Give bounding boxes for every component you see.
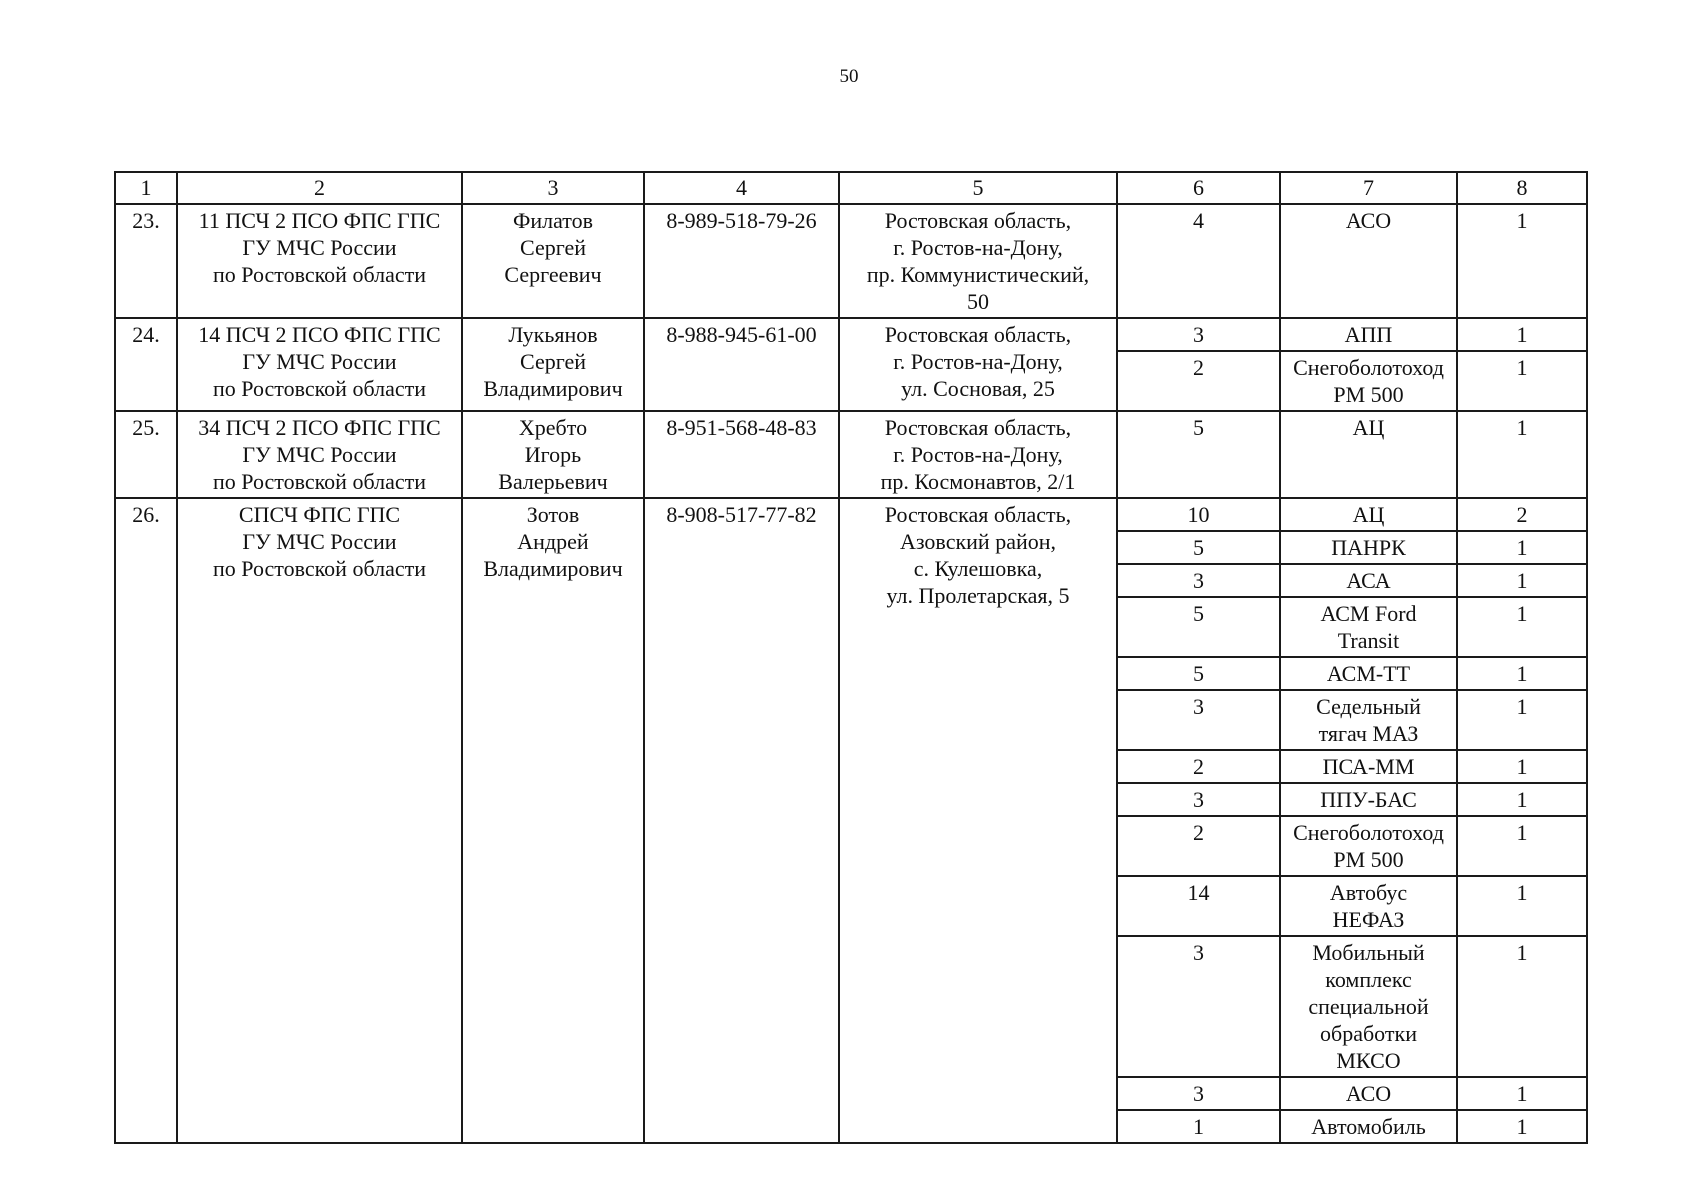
phone-number-text: 8-988-945-61-00: [666, 322, 817, 347]
header-row: [115, 172, 1587, 204]
equipment-type: [1280, 750, 1457, 783]
equipment-type: [1280, 657, 1457, 690]
equipment-type-text: АСМ-ТТ: [1326, 661, 1411, 686]
equipment-type: [1280, 783, 1457, 816]
equipment-type-text: ПСА-ММ: [1322, 754, 1415, 779]
responsible-person-text: Лукьянов Сергей Владимирович: [483, 322, 623, 401]
staff-count-text: 14: [1187, 880, 1210, 905]
header-cell-2: 2: [177, 172, 462, 204]
staff-count: [1117, 783, 1280, 816]
staff-count: [1117, 1077, 1280, 1110]
staff-count-text: 1: [1193, 1114, 1204, 1139]
equipment-type-text: АПП: [1344, 322, 1393, 347]
header-cell-6: 6: [1117, 172, 1280, 204]
header-cell-4: 4: [644, 172, 839, 204]
header-cell-1: 1: [115, 172, 177, 204]
row-number: [115, 411, 177, 498]
staff-count-text: 2: [1193, 820, 1204, 845]
responsible-person-text: Филатов Сергей Сергеевич: [504, 208, 602, 287]
staff-count-text: 5: [1193, 661, 1204, 686]
staff-count: [1117, 1110, 1280, 1143]
equipment-count-text: 1: [1516, 1081, 1528, 1106]
staff-count: [1117, 876, 1280, 936]
table-row: [115, 318, 1587, 351]
responsible-person-text: Зотов Андрей Владимирович: [483, 502, 623, 581]
equipment-type: [1280, 531, 1457, 564]
equipment-count-text: 1: [1516, 661, 1528, 686]
equipment-type-text: АСА: [1346, 568, 1391, 593]
staff-count: [1117, 597, 1280, 657]
equipment-type: [1280, 876, 1457, 936]
address: [839, 318, 1117, 411]
equipment-count-text: 1: [1516, 940, 1528, 965]
unit-name: [177, 498, 462, 1143]
staff-count-text: 5: [1193, 601, 1204, 626]
staff-count-text: 3: [1193, 787, 1204, 812]
staff-count-text: 2: [1193, 355, 1204, 380]
address-text: Ростовская область, г. Ростов-на-Дону, пр. Коммунистический, 50: [866, 208, 1090, 314]
address: [839, 498, 1117, 1143]
equipment-type: [1280, 351, 1457, 411]
phone-number: [644, 498, 839, 1143]
equipment-count: [1457, 411, 1587, 498]
equipment-type-text: ППУ-БАС: [1320, 787, 1417, 812]
staff-count: [1117, 498, 1280, 531]
staff-count: [1117, 564, 1280, 597]
table-body: [115, 172, 1587, 1143]
equipment-type: [1280, 204, 1457, 318]
equipment-count-text: 1: [1516, 568, 1528, 593]
equipment-type-text: АСМ Ford Transit: [1320, 601, 1417, 653]
staff-count: [1117, 657, 1280, 690]
responsible-person-text: Хребто Игорь Валерьевич: [498, 415, 608, 494]
unit-name: [177, 411, 462, 498]
equipment-count-text: 1: [1516, 355, 1528, 380]
equipment-count: [1457, 498, 1587, 531]
equipment-type-text: АЦ: [1352, 502, 1385, 527]
equipment-type-text: Мобильный комплекс специальной обработки МКСО: [1308, 940, 1429, 1073]
equipment-count: [1457, 564, 1587, 597]
unit-name: [177, 318, 462, 411]
equipment-count-text: 1: [1516, 322, 1528, 347]
equipment-type: [1280, 1077, 1457, 1110]
responsible-person: [462, 318, 644, 411]
equipment-count: [1457, 690, 1587, 750]
equipment-count-text: 2: [1516, 502, 1528, 527]
table-row: [115, 498, 1587, 531]
equipment-count-text: 1: [1516, 880, 1528, 905]
equipment-type: [1280, 498, 1457, 531]
equipment-count-text: 1: [1516, 415, 1528, 440]
phone-number-text: 8-908-517-77-82: [666, 502, 817, 527]
phone-number: [644, 411, 839, 498]
responsible-person: [462, 411, 644, 498]
equipment-type: [1280, 318, 1457, 351]
address-text: Ростовская область, г. Ростов-на-Дону, пр. Космонавтов, 2/1: [880, 415, 1076, 494]
staff-count: [1117, 318, 1280, 351]
equipment-count: [1457, 318, 1587, 351]
equipment-count: [1457, 351, 1587, 411]
equipment-type-text: АСО: [1345, 208, 1392, 233]
equipment-count: [1457, 936, 1587, 1077]
equipment-count-text: 1: [1516, 694, 1528, 719]
table-row: [115, 204, 1587, 318]
page-number: 50: [839, 66, 859, 87]
equipment-type-text: Снегоболотоход РМ 500: [1293, 355, 1444, 407]
equipment-table: [114, 171, 1588, 1144]
equipment-count: [1457, 1110, 1587, 1143]
equipment-type: [1280, 936, 1457, 1077]
staff-count-text: 3: [1193, 1081, 1204, 1106]
address-text: Ростовская область, г. Ростов-на-Дону, ул. Сосновая, 25: [884, 322, 1072, 401]
staff-count-text: 3: [1193, 568, 1204, 593]
address: [839, 204, 1117, 318]
equipment-type-text: АЦ: [1352, 415, 1385, 440]
responsible-person: [462, 204, 644, 318]
header-cell-5: 5: [839, 172, 1117, 204]
row-number-text: 25.: [132, 415, 160, 440]
equipment-count-text: 1: [1516, 601, 1528, 626]
equipment-count: [1457, 783, 1587, 816]
equipment-type: [1280, 690, 1457, 750]
staff-count-text: 3: [1193, 694, 1204, 719]
staff-count-text: 2: [1193, 754, 1204, 779]
unit-name-text: 34 ПСЧ 2 ПСО ФПС ГПС ГУ МЧС России по Ростовской области: [198, 415, 441, 494]
equipment-count-text: 1: [1516, 535, 1528, 560]
row-number: [115, 498, 177, 1143]
staff-count: [1117, 936, 1280, 1077]
staff-count-text: 3: [1193, 940, 1204, 965]
equipment-type-text: Автомобиль: [1311, 1114, 1426, 1139]
staff-count-text: 5: [1193, 415, 1204, 440]
equipment-type-text: Автобус НЕФАЗ: [1329, 880, 1408, 932]
staff-count: [1117, 816, 1280, 876]
equipment-count: [1457, 597, 1587, 657]
row-number-text: 24.: [132, 322, 160, 347]
unit-name: [177, 204, 462, 318]
unit-name-text: СПСЧ ФПС ГПС ГУ МЧС России по Ростовской области: [212, 502, 426, 581]
equipment-type: [1280, 816, 1457, 876]
row-number: [115, 318, 177, 411]
equipment-type: [1280, 1110, 1457, 1143]
responsible-person: [462, 498, 644, 1143]
header-cell-7: 7: [1280, 172, 1457, 204]
row-number-text: 26.: [132, 502, 160, 527]
phone-number: [644, 318, 839, 411]
equipment-count: [1457, 876, 1587, 936]
equipment-count: [1457, 816, 1587, 876]
equipment-type-text: Седельный тягач МАЗ: [1316, 694, 1421, 746]
staff-count: [1117, 750, 1280, 783]
equipment-type-text: ПАНРК: [1331, 535, 1406, 560]
staff-count-text: 4: [1193, 208, 1204, 233]
unit-name-text: 11 ПСЧ 2 ПСО ФПС ГПС ГУ МЧС России по Ростовской области: [198, 208, 441, 287]
staff-count: [1117, 351, 1280, 411]
equipment-count-text: 1: [1516, 820, 1528, 845]
equipment-type: [1280, 597, 1457, 657]
staff-count-text: 10: [1187, 502, 1210, 527]
phone-number-text: 8-989-518-79-26: [666, 208, 817, 233]
staff-count: [1117, 204, 1280, 318]
equipment-type: [1280, 411, 1457, 498]
equipment-type-text: АСО: [1345, 1081, 1392, 1106]
equipment-type-text: Снегоболотоход РМ 500: [1293, 820, 1444, 872]
equipment-count-text: 1: [1516, 208, 1528, 233]
staff-count: [1117, 531, 1280, 564]
staff-count: [1117, 411, 1280, 498]
unit-name-text: 14 ПСЧ 2 ПСО ФПС ГПС ГУ МЧС России по Ростовской области: [198, 322, 441, 401]
table-row: [115, 411, 1587, 498]
equipment-count: [1457, 204, 1587, 318]
equipment-count: [1457, 1077, 1587, 1110]
phone-number: [644, 204, 839, 318]
equipment-type: [1280, 564, 1457, 597]
equipment-count: [1457, 531, 1587, 564]
row-number-text: 23.: [132, 208, 160, 233]
equipment-count-text: 1: [1516, 1114, 1528, 1139]
header-cell-8: 8: [1457, 172, 1587, 204]
address: [839, 411, 1117, 498]
header-cell-3: 3: [462, 172, 644, 204]
equipment-count-text: 1: [1516, 754, 1528, 779]
staff-count-text: 5: [1193, 535, 1204, 560]
address-text: Ростовская область, Азовский район, с. Кулешовка, ул. Пролетарская, 5: [884, 502, 1072, 608]
row-number: [115, 204, 177, 318]
equipment-count-text: 1: [1516, 787, 1528, 812]
staff-count: [1117, 690, 1280, 750]
staff-count-text: 3: [1193, 322, 1204, 347]
equipment-count: [1457, 750, 1587, 783]
equipment-count: [1457, 657, 1587, 690]
phone-number-text: 8-951-568-48-83: [666, 415, 817, 440]
